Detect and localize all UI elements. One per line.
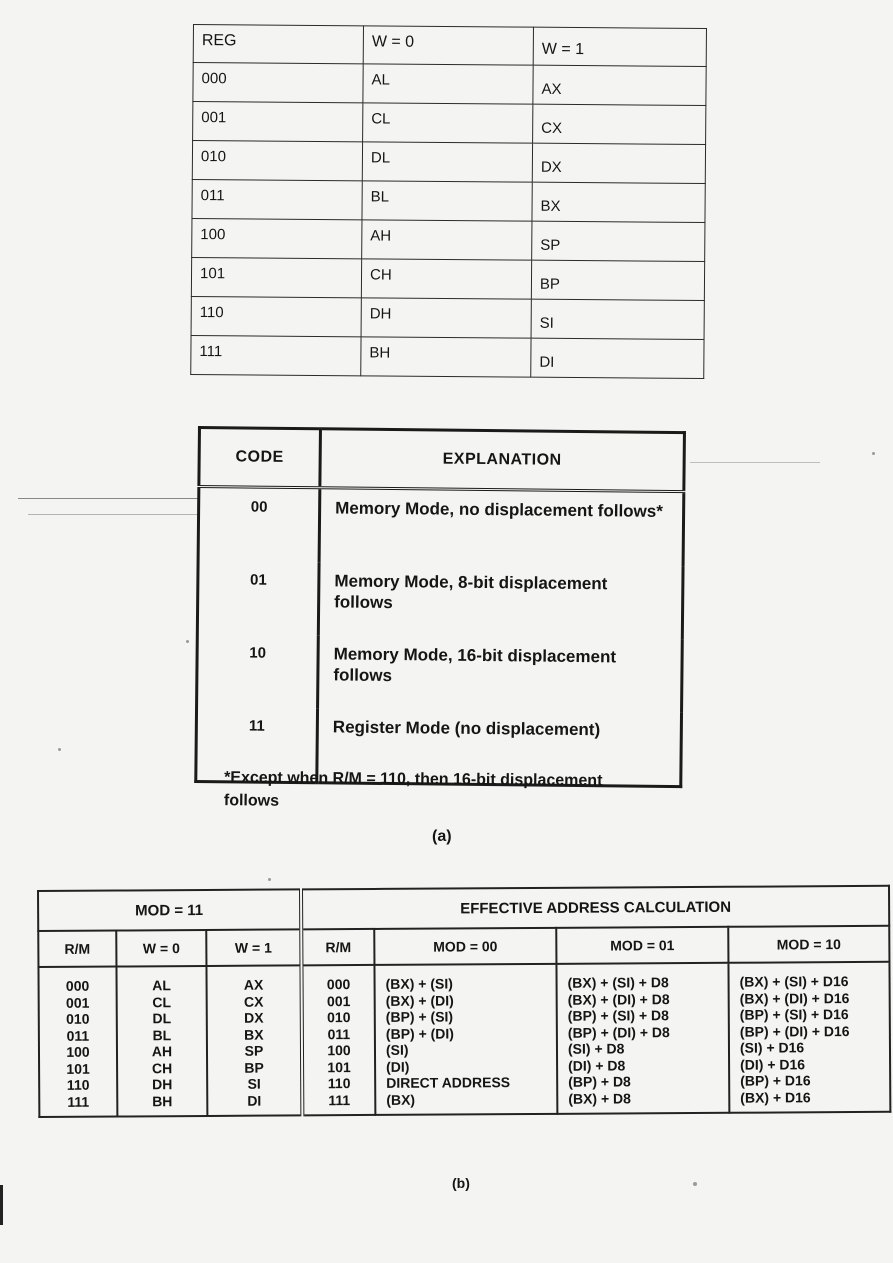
list-item: (BX) + (SI) + D8 [567,974,669,991]
list-item: (BX) + D16 [740,1088,811,1106]
list-item: 101 [66,1060,90,1077]
mod-table-header-row [199,428,685,492]
mod-code-cell: 11 [196,707,318,783]
reg-code-cell: 010 [192,141,362,181]
reg-code-cell: 100 [192,218,362,258]
reg-w1-cell: BX [532,182,705,222]
mod-code-cell: 01 [197,561,319,635]
list-item: 000 [65,977,90,994]
reg-field-table [190,24,707,379]
list-item: (SI) + D16 [739,1039,805,1056]
reg-w1-cell: SI [531,299,704,339]
mod-header-code: CODE [199,428,321,488]
scan-artifact-line [18,498,198,499]
list-item: 111 [67,1093,90,1110]
reg-table-header-row [193,25,706,67]
list-item: SP [244,1042,264,1059]
list-item: (BP) + D16 [740,1072,811,1089]
table-row [193,102,706,145]
list-item: AL [152,977,171,994]
list-item: DX [244,1009,264,1026]
list-item: (BP) + (DI) [385,1024,454,1042]
list-item: CX [243,993,264,1010]
reg-w1-cell: DI [531,338,704,378]
table-row [197,561,683,639]
list-item: (DI) + D8 [568,1056,626,1074]
effective-address-table [37,885,891,1118]
reg-code-cell: 111 [191,335,361,375]
list-item: (BX) + D8 [568,1089,631,1107]
reg-header-reg: REG [193,25,363,64]
list-item: 100 [327,1042,351,1059]
list-item: (SI) [385,1041,409,1058]
scan-speck [268,878,271,881]
reg-code-cell: 000 [193,63,363,103]
ea-header-w0: W = 0 [116,930,206,967]
list-item: (BX) + (DI) + D8 [567,990,670,1008]
list-item: 010 [327,1009,351,1026]
list-item: BL [152,1026,172,1043]
scan-edge-mark [0,1185,3,1225]
ea-header-w1: W = 1 [206,929,301,966]
reg-code-cell: 001 [193,102,363,142]
mod-explanation-cell: Register Mode (no displacement) [332,717,601,740]
list-item: 110 [66,1076,90,1093]
mod-explanation-cell: Memory Mode, no displacement follows* [335,498,664,521]
list-item: (DI) + D16 [740,1055,806,1073]
ea-col-mod01 [556,963,729,1114]
ea-col-w1 [206,965,302,1116]
ea-col-mod10 [728,962,890,1113]
list-item: SI [247,1075,261,1092]
mod-footnote: *Except when R/M = 110, then 16-bit displacement follows [223,769,603,810]
scan-speck [872,452,875,455]
ea-group-calculation: EFFECTIVE ADDRESS CALCULATION [301,886,889,930]
list-item: DIRECT ADDRESS [386,1074,511,1091]
mod-explanation-cell: Memory Mode, 16-bit displacement follows [333,644,617,686]
ea-header-rm-right: R/M [301,929,374,965]
ea-header-mod10: MOD = 10 [728,926,889,963]
list-item: AX [243,976,264,993]
list-item: (DI) [386,1058,410,1075]
figure-caption-b: (b) [452,1175,470,1191]
figure-caption-a: (a) [432,828,452,845]
list-item: 010 [66,1010,90,1027]
reg-w1-cell: SP [532,221,705,261]
list-item: CH [151,1059,173,1076]
table-row [198,487,684,567]
scan-artifact-line [690,462,820,463]
mod-code-table [194,426,686,788]
ea-col-mod00 [374,964,557,1115]
list-item: BH [152,1092,173,1109]
ea-header-mod01: MOD = 01 [556,927,728,964]
table-row [191,296,704,339]
list-item: 001 [326,992,351,1009]
reg-w1-cell: CX [533,104,706,144]
ea-col-w0 [116,966,207,1117]
list-item: (BP) + (SI) [385,1008,454,1025]
table-row [192,218,705,261]
list-item: DI [247,1092,262,1109]
list-item: (BX) + (DI) [385,991,454,1009]
list-item: 100 [66,1043,90,1060]
reg-w1-cell: AX [533,65,706,105]
ea-header-rm-left: R/M [38,931,116,967]
ea-header-mod00: MOD = 00 [374,928,556,965]
reg-w0-cell: AL [363,64,533,104]
list-item: 011 [66,1027,90,1044]
table-row [192,179,705,222]
scan-artifact-line [28,514,198,515]
ea-group-mod11: MOD = 11 [38,889,301,931]
list-item: DL [152,1010,172,1027]
mod-header-explanation: EXPLANATION [320,429,685,492]
list-item: 011 [327,1025,351,1042]
reg-w1-cell: BP [531,260,704,300]
reg-w0-cell: AH [362,220,532,260]
ea-group-header-row [38,886,889,931]
list-item: (BX) + (SI) + D16 [739,973,849,990]
table-row [191,257,704,300]
ea-body-row [38,962,890,1117]
reg-code-cell: 011 [192,179,362,219]
list-item: DH [152,1076,173,1093]
list-item: (BP) + (DI) + D16 [739,1022,850,1040]
reg-code-cell: 101 [191,257,361,297]
list-item: (BP) + (SI) + D16 [739,1006,849,1023]
list-item: BX [244,1026,264,1043]
list-item: 101 [327,1058,351,1075]
table-row [193,63,706,106]
reg-w0-cell: CL [363,103,533,143]
reg-w0-cell: BL [362,181,532,221]
table-row [192,141,705,184]
reg-code-cell: 110 [191,296,361,336]
ea-col-rm-left [38,967,117,1117]
list-item: AH [151,1043,173,1060]
list-item: 111 [328,1091,351,1108]
ea-col-rm-right [301,965,375,1115]
table-row [197,634,683,712]
reg-header-w0: W = 0 [363,26,533,65]
scan-speck [693,1182,697,1186]
list-item: BP [244,1059,264,1076]
scan-speck [186,640,189,643]
ea-sub-header-row [38,926,889,967]
reg-header-w1: W = 1 [533,27,706,66]
list-item: (BP) + D8 [568,1073,631,1090]
mod-code-cell: 10 [197,634,319,708]
reg-w0-cell: BH [361,337,531,377]
reg-w0-cell: DL [362,142,532,182]
table-row [191,335,704,378]
mod-code-cell: 00 [198,487,320,563]
reg-w1-cell: DX [532,143,705,183]
list-item: 000 [326,976,351,993]
list-item: (BX) + (SI) [385,975,453,992]
reg-w0-cell: CH [361,259,531,299]
list-item: (SI) + D8 [567,1040,625,1057]
list-item: (BX) [386,1091,416,1108]
list-item: 001 [65,994,90,1011]
list-item: CL [152,993,172,1010]
mod-explanation-cell: Memory Mode, 8-bit displacement follows [334,571,608,613]
list-item: 110 [327,1075,351,1092]
list-item: (BP) + (SI) + D8 [567,1007,669,1024]
scan-speck [58,748,61,751]
list-item: (BX) + (DI) + D16 [739,989,850,1007]
list-item: (BP) + (DI) + D8 [567,1023,670,1041]
reg-w0-cell: DH [361,298,531,338]
